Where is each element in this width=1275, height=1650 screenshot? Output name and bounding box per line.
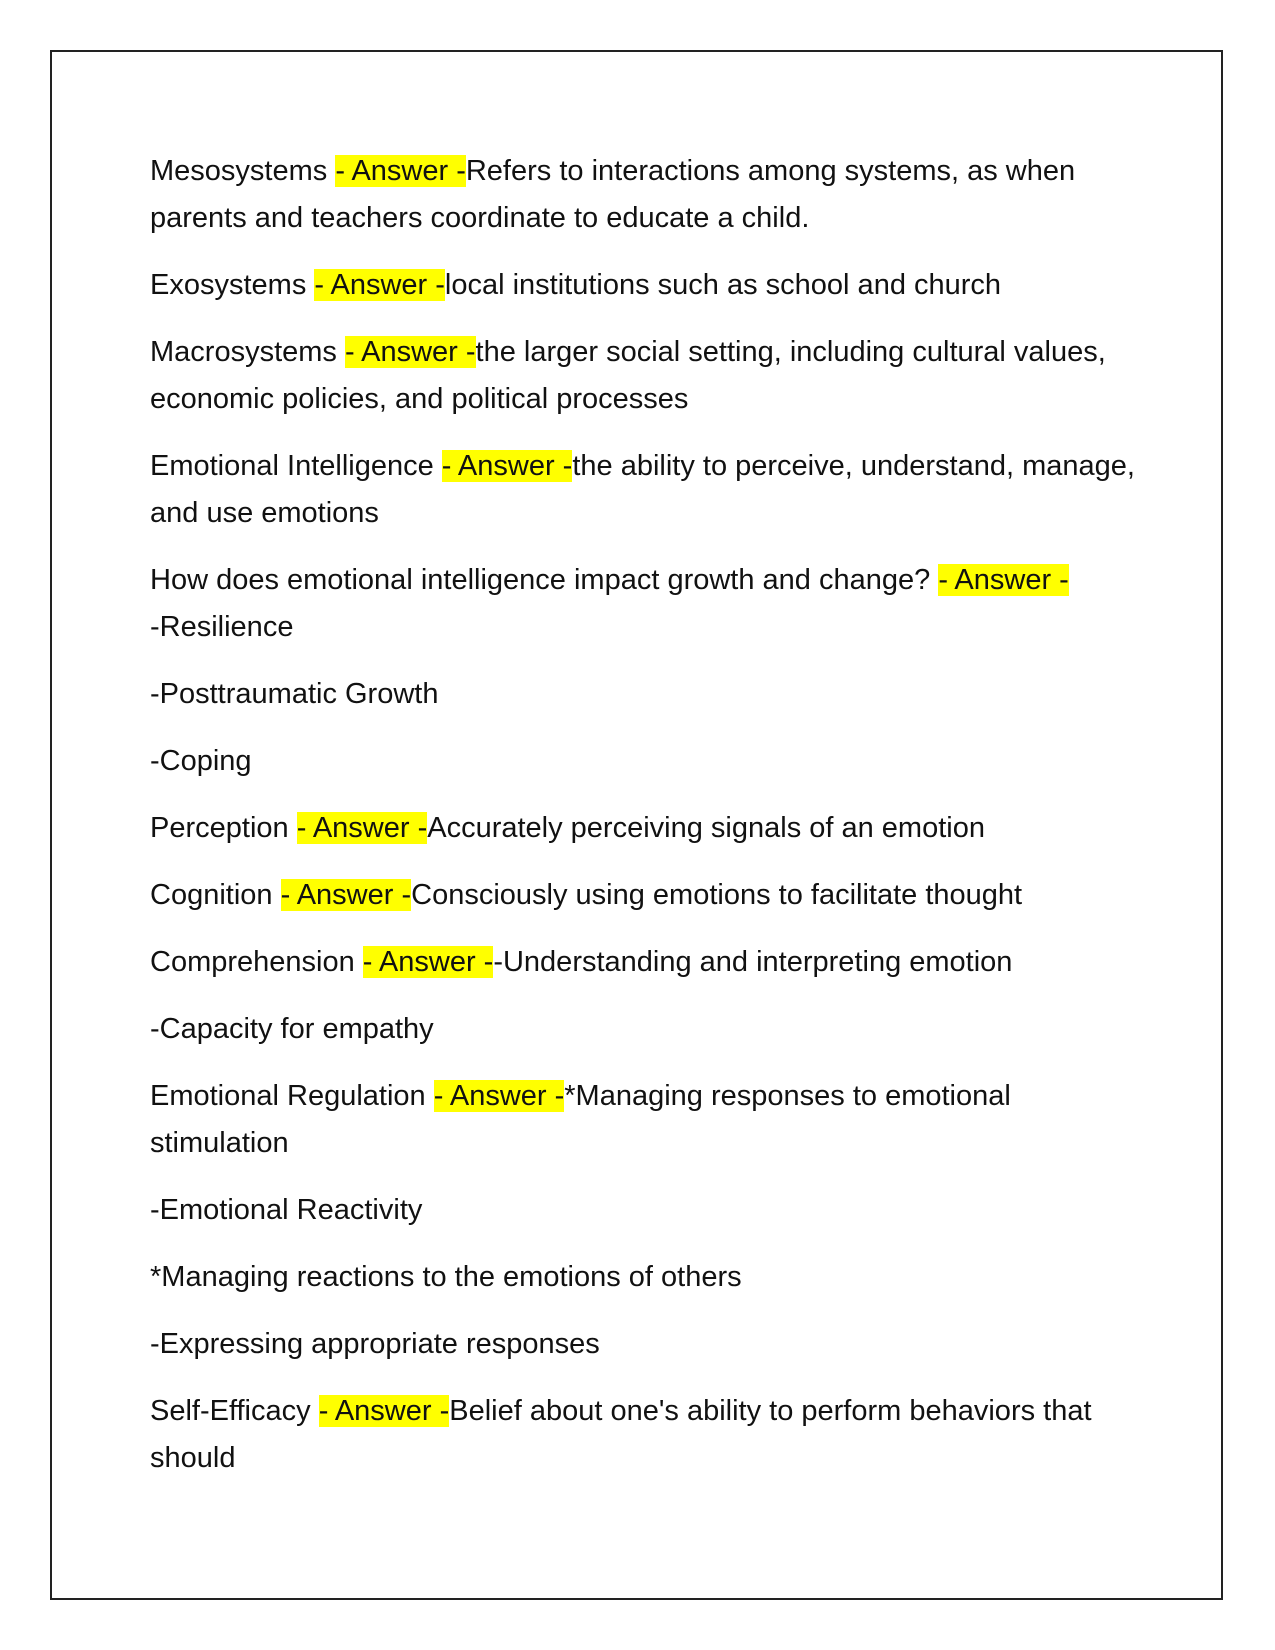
answer-marker: - Answer -: [433, 1080, 565, 1112]
definition: local institutions such as school and church: [444, 269, 1002, 301]
answer-marker: - Answer -: [314, 269, 445, 301]
entry-emotional-intelligence: [150, 443, 1140, 537]
definition: the ability to perceive, understand, manage, and use emotions: [150, 450, 1135, 529]
term: Self-Efficacy: [150, 1395, 319, 1427]
answer-marker: - Answer -: [335, 155, 466, 187]
answer-marker: - Answer -: [318, 1395, 450, 1427]
definition: -Understanding and interpreting emotion: [493, 946, 1013, 978]
definition: *Managing responses to emotional stimulation: [150, 1080, 1011, 1159]
term: Emotional Intelligence: [150, 450, 442, 482]
answer-marker: - Answer -: [441, 450, 573, 482]
answer-marker: - Answer -: [938, 564, 1069, 596]
entry-emotional-regulation: [150, 1073, 1140, 1167]
term: Emotional Regulation: [150, 1080, 434, 1112]
answer-marker: - Answer -: [280, 879, 412, 911]
term: Perception: [150, 812, 297, 844]
term: Mesosystems: [150, 155, 336, 187]
entry-cognition: [150, 872, 1140, 919]
answer-marker: - Answer -: [344, 336, 476, 368]
answer-marker: - Answer -: [362, 946, 494, 978]
entry-exosystems: [150, 262, 1140, 309]
entry-perception: [150, 805, 1140, 852]
flashcard-list: [150, 148, 1140, 1502]
term: Macrosystems: [150, 336, 345, 368]
term: Cognition: [150, 879, 281, 911]
definition: -Resilience: [150, 611, 294, 643]
definition: Refers to interactions among systems, as when parents and teachers coordinate to educate a child.: [150, 155, 1076, 234]
entry-macrosystems: [150, 329, 1140, 423]
list-item: -Expressing appropriate responses: [150, 1328, 600, 1360]
list-item: -Posttraumatic Growth: [150, 678, 439, 710]
definition: the larger social setting, including cultural values, economic policies, and political processes: [150, 336, 1106, 415]
term: Comprehension: [150, 946, 363, 978]
list-item: -Emotional Reactivity: [150, 1194, 423, 1226]
list-item: *Managing reactions to the emotions of others: [150, 1261, 742, 1293]
term: How does emotional intelligence impact growth and change?: [150, 564, 939, 596]
answer-marker: - Answer -: [296, 812, 428, 844]
entry-ei-growth-question: [150, 557, 1140, 651]
definition: Accurately perceiving signals of an emotion: [427, 812, 985, 844]
entry-mesosystems: [150, 148, 1140, 242]
term: Exosystems: [150, 269, 315, 301]
entry-comprehension: [150, 939, 1140, 986]
definition: Consciously using emotions to facilitate thought: [411, 879, 1023, 911]
definition: Belief about one's ability to perform behaviors that should: [150, 1395, 1092, 1474]
list-item: -Coping: [150, 745, 252, 777]
entry-self-efficacy: [150, 1388, 1140, 1482]
list-item: -Capacity for empathy: [150, 1013, 434, 1045]
